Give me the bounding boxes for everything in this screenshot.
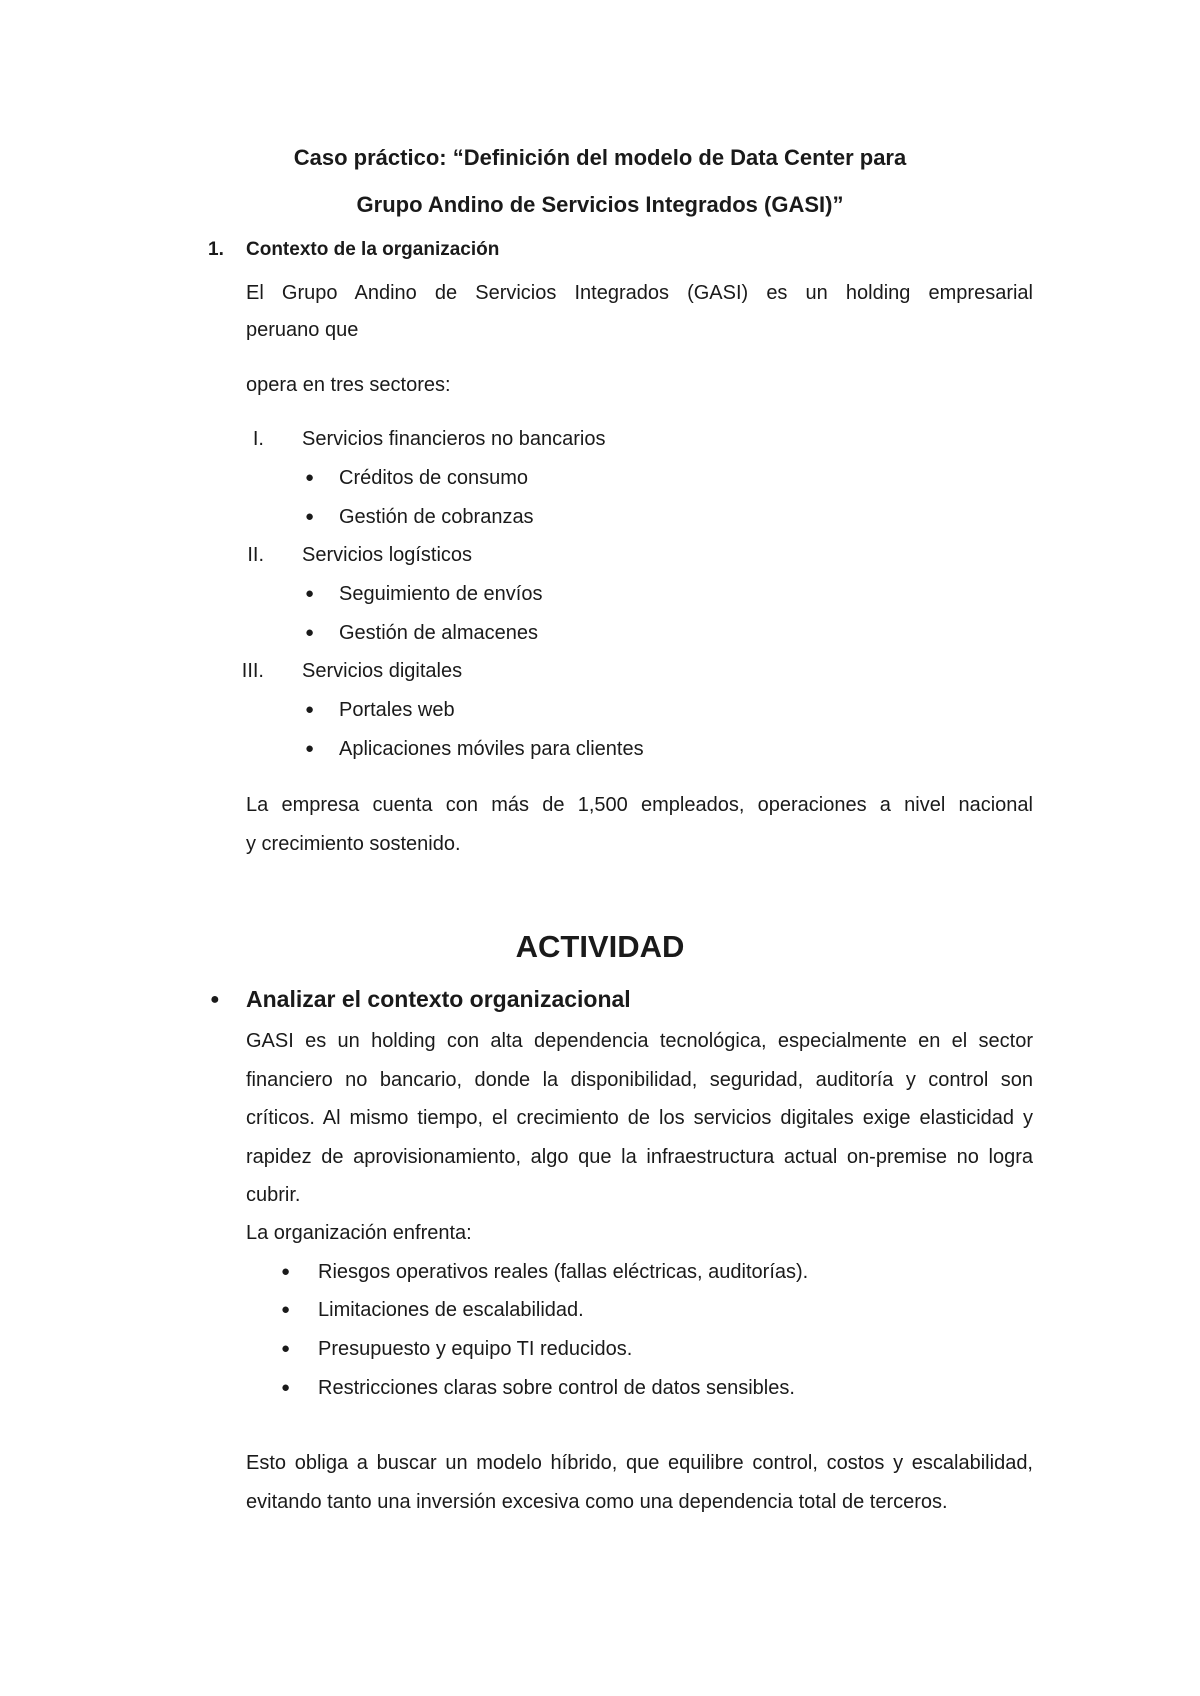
sector-name: Servicios digitales [302, 660, 463, 682]
bullet-icon: ● [305, 701, 315, 718]
bullet-icon: ● [305, 508, 315, 525]
activity-heading: ACTIVIDAD [515, 929, 685, 964]
bullet-icon: ● [305, 585, 315, 602]
document-title-line-2: Grupo Andino de Servicios Integrados (GASI)” [356, 192, 844, 217]
sector-item: Portales web [339, 699, 455, 721]
bullet-icon: ● [210, 991, 220, 1008]
bullet-icon: ● [281, 1340, 291, 1357]
sector-numeral: I. [252, 428, 264, 450]
sector-item: Gestión de cobranzas [339, 506, 534, 528]
sector-name: Servicios logísticos [302, 544, 473, 566]
closing-line-2: y crecimiento sostenido. [246, 833, 461, 855]
bullet-icon: ● [281, 1379, 291, 1396]
bullet-icon: ● [305, 624, 315, 641]
section-number: 1. [208, 239, 224, 260]
faces-label: La organización enfrenta: [246, 1222, 472, 1244]
intro-line-1: El Grupo Andino de Servicios Integrados (GASI) es un holding empresarial [246, 282, 1033, 304]
sector-item: Gestión de almacenes [339, 622, 539, 644]
intro-line-3: opera en tres sectores: [246, 374, 451, 396]
sector-name: Servicios financieros no bancarios [302, 428, 606, 450]
sector-item: Créditos de consumo [339, 467, 528, 489]
activity-subheading: Analizar el contexto organizacional [246, 986, 631, 1012]
sector-numeral: III. [241, 660, 264, 682]
section-heading: Contexto de la organización [246, 239, 500, 260]
issue-item: Presupuesto y equipo TI reducidos. [318, 1338, 633, 1360]
issue-item: Riesgos operativos reales (fallas eléctricas, auditorías). [318, 1261, 809, 1283]
issue-item: Limitaciones de escalabilidad. [318, 1299, 584, 1321]
sector-item: Seguimiento de envíos [339, 583, 543, 605]
activity-paragraph: GASI es un holding con alta dependencia tecnológica, especialmente en el sector financiero no bancario, donde la disponibilidad, seguridad, auditoría y control son críticos. Al mismo tiempo, el crecimiento de los servicios digitales exige elasticidad y rapidez de aprovisionamiento, algo que la infraestructura actual on-premise no logra cubrir. [246, 1030, 1033, 1206]
closing-line-1: La empresa cuenta con más de 1,500 empleados, operaciones a nivel nacional [246, 794, 1033, 816]
document-title-line-1: Caso práctico: “Definición del modelo de Data Center para [293, 145, 907, 170]
conclusion-paragraph: Esto obliga a buscar un modelo híbrido, que equilibre control, costos y escalabilidad, evitando tanto una inversión excesiva como una dependencia total de terceros. [246, 1452, 1033, 1513]
bullet-icon: ● [305, 740, 315, 757]
bullet-icon: ● [281, 1301, 291, 1318]
bullet-icon: ● [305, 469, 315, 486]
sector-numeral: II. [247, 544, 264, 566]
bullet-icon: ● [281, 1263, 291, 1280]
issue-item: Restricciones claras sobre control de datos sensibles. [318, 1377, 795, 1399]
intro-line-2: peruano que [246, 319, 359, 341]
sector-item: Aplicaciones móviles para clientes [339, 738, 644, 760]
